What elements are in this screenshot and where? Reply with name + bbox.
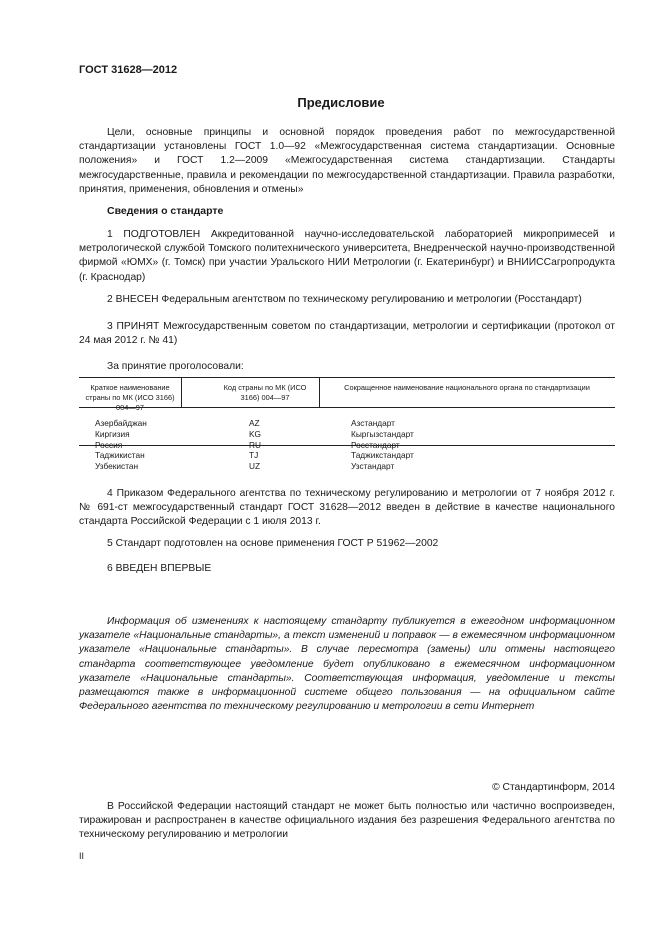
table-cell: TJ <box>249 450 259 461</box>
voted-label: За принятие проголосовали: <box>107 361 244 372</box>
item-6: 6 ВВЕДЕН ВПЕРВЫЕ <box>107 563 212 574</box>
table-col-code <box>249 418 289 472</box>
table-col-organ <box>351 418 551 472</box>
section-heading: Сведения о стандарте <box>107 205 224 217</box>
document-code: ГОСТ 31628—2012 <box>79 64 178 76</box>
table-header-organ: Сокращенное наименование национального органа по стандартизации <box>344 383 590 392</box>
table-cell: KG <box>249 428 261 439</box>
table-cell: Таджикистан <box>95 450 145 461</box>
table-cell: Таджикстандарт <box>351 450 414 461</box>
table-cell: Россия <box>95 439 123 450</box>
intro-paragraph: Цели, основные принципы и основной порядок проведения работ по межгосударственной стандартизации установлены ГОСТ 1.0—92 «Межгосударственная система стандартизации. Основные положения» и ГОСТ 1.2—2009 «Межгосударственная система стандартизации. Стандарты межгосударственные, правила и рекомендации по межгосударственной стандартизации. Правила разработки, принятия, применения, обновления и отмены» <box>79 127 615 195</box>
copyright-line: © Стандартинформ, 2014 <box>492 782 615 793</box>
table-cell: Узстандарт <box>351 461 395 472</box>
table-col-country <box>95 418 185 472</box>
table-cell: Узбекистан <box>95 461 139 472</box>
item-1: 1 ПОДГОТОВЛЕН Аккредитованной научно-исследовательской лабораторией микропримесей и метрологической службой Томского политехнического университета, Внедренческой научно-производственной фирмой «ЮМХ» (г. Томск) при участии Уральского НИИ Метрологии (г. Екатеринбург) и ВНИИССагропродукта (г. Краснодар) <box>79 229 615 283</box>
copyright-notice: В Российской Федерации настоящий стандарт не может быть полностью или частично воспроизведен, тиражирован и распространен в качестве официального издания без разрешения Федерального агентства по техническому регулированию и метрологии <box>79 801 615 841</box>
page-title: Предисловие <box>297 95 385 110</box>
item-4: 4 Приказом Федерального агентства по техническому регулированию и метрологии от 7 ноября 2012 г. № 691-ст межгосударственный стандарт ГОСТ 31628—2012 введен в действие в качестве национального стандарта Российской Федерации с 1 июля 2013 г. <box>79 488 615 528</box>
table-cell: Росстандарт <box>351 439 400 450</box>
table-cell: Кыргызстандарт <box>351 428 414 439</box>
table-header-country: Краткое наименование страны по МК (ИСО 3166) 004—97 <box>85 383 175 412</box>
item-3: 3 ПРИНЯТ Межгосударственным советом по стандартизации, метрологии и сертификации (протокол от 24 мая 2012 г. № 41) <box>79 321 615 347</box>
table-cell: Азербайджан <box>95 418 147 428</box>
table-header-code: Код страны по МК (ИСО 3166) 004—97 <box>223 383 307 402</box>
table-cell: UZ <box>249 461 261 472</box>
table-cell: Киргизия <box>95 428 130 439</box>
item-2: 2 ВНЕСЕН Федеральным агентством по техническому регулированию и метрологии (Росстандарт) <box>107 294 582 305</box>
voting-table <box>79 377 615 472</box>
table-cell: AZ <box>249 418 260 428</box>
page-number: II <box>79 851 85 861</box>
item-5: 5 Стандарт подготовлен на основе применения ГОСТ Р 51962—2002 <box>107 538 439 549</box>
table-cell: Азстандарт <box>351 418 395 428</box>
table-cell: RU <box>249 439 261 450</box>
notice-paragraph: Информация об изменениях к настоящему стандарту публикуется в ежегодном информационном указателе «Национальные стандарты», а текст изменений и поправок — в ежемесячном информационном указателе «Национальные стандарты». В случае пересмотра (замены) или отмены настоящего стандарта соответствующее уведомление будет опубликовано в ежемесячном информационном указателе «Национальные стандарты». Соответствующая информация, уведомление и тексты размещаются также в информационной системе общего пользования — на официальном сайте Федерального агентства по техническому регулированию и метрологии в сети Интернет <box>79 616 615 713</box>
